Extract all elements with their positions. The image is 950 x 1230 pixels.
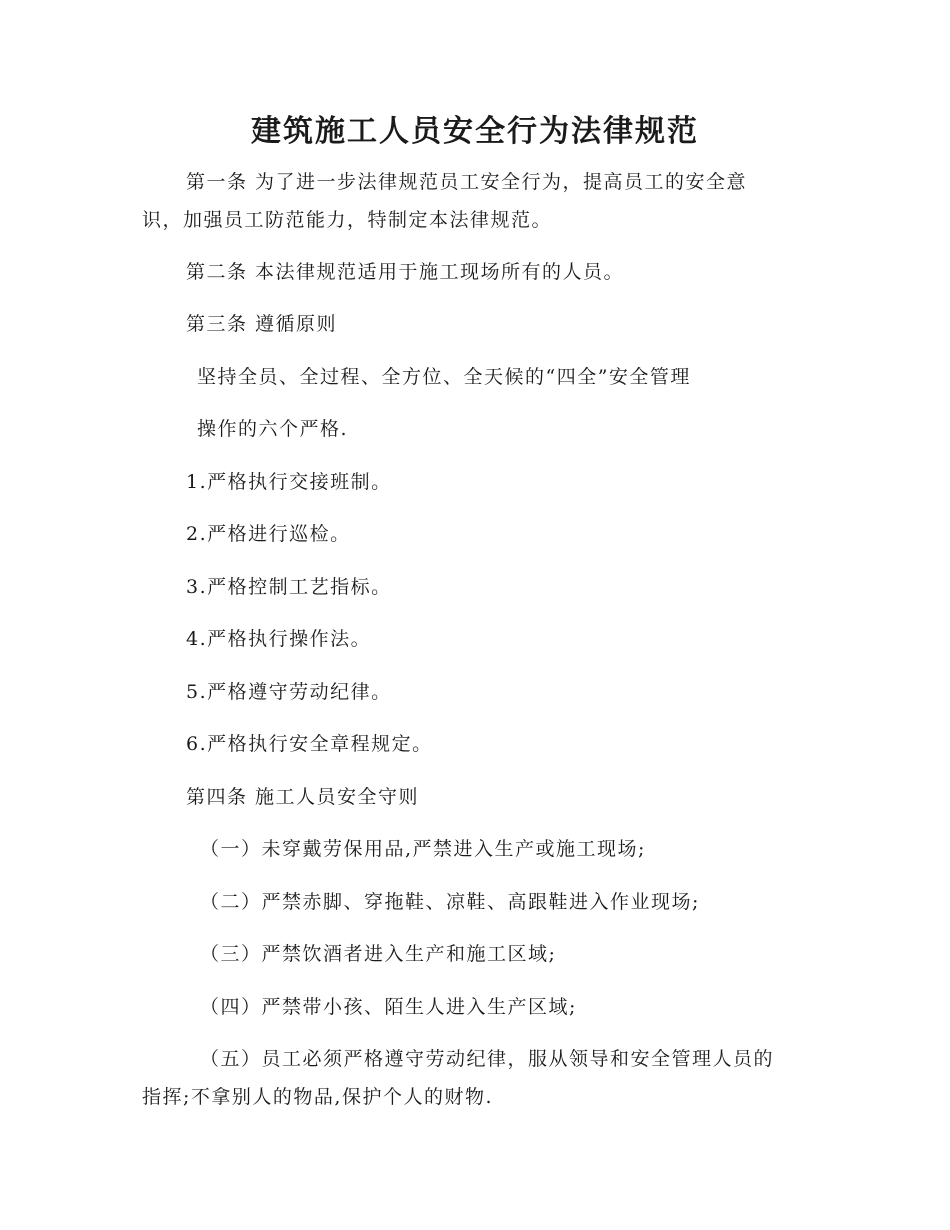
article3-principle: 坚持全员、全过程、全方位、全天候的“四全”安全管理 bbox=[197, 366, 691, 388]
article3-heading: 第三条 遵循原则 bbox=[186, 313, 338, 335]
list-item: 4.严格执行操作法。 bbox=[186, 628, 372, 650]
rule-item: （四）严禁带小孩、陌生人进入生产区域; bbox=[200, 996, 577, 1018]
rule5-line2: 指挥;不拿别人的物品,保护个人的财物. bbox=[142, 1086, 493, 1108]
rule5-line1: （五）员工必须严格遵守劳动纪律，服从领导和安全管理人员的 bbox=[200, 1048, 775, 1070]
list-item: 2.严格进行巡检。 bbox=[186, 523, 351, 545]
rule-item: （二）严禁赤脚、穿拖鞋、凉鞋、高跟鞋进入作业现场; bbox=[200, 891, 700, 913]
rule-item: （三）严禁饮酒者进入生产和施工区域; bbox=[200, 943, 557, 965]
article1-line2: 识，加强员工防范能力，特制定本法律规范。 bbox=[142, 209, 553, 231]
list-item: 6.严格执行安全章程规定。 bbox=[186, 733, 433, 755]
list-item: 5.严格遵守劳动纪律。 bbox=[186, 681, 392, 703]
list-item: 3.严格控制工艺指标。 bbox=[186, 576, 392, 598]
rule-item: （一）未穿戴劳保用品,严禁进入生产或施工现场; bbox=[200, 838, 646, 860]
list-item: 1.严格执行交接班制。 bbox=[186, 471, 392, 493]
article1-line1: 第一条 为了进一步法律规范员工安全行为，提高员工的安全意 bbox=[186, 171, 748, 193]
article3-six-strict-intro: 操作的六个严格. bbox=[197, 418, 349, 440]
article4-heading: 第四条 施工人员安全守则 bbox=[186, 786, 420, 808]
document-title: 建筑施工人员安全行为法律规范 bbox=[251, 114, 699, 149]
article2-text: 第二条 本法律规范适用于施工现场所有的人员。 bbox=[186, 261, 625, 283]
